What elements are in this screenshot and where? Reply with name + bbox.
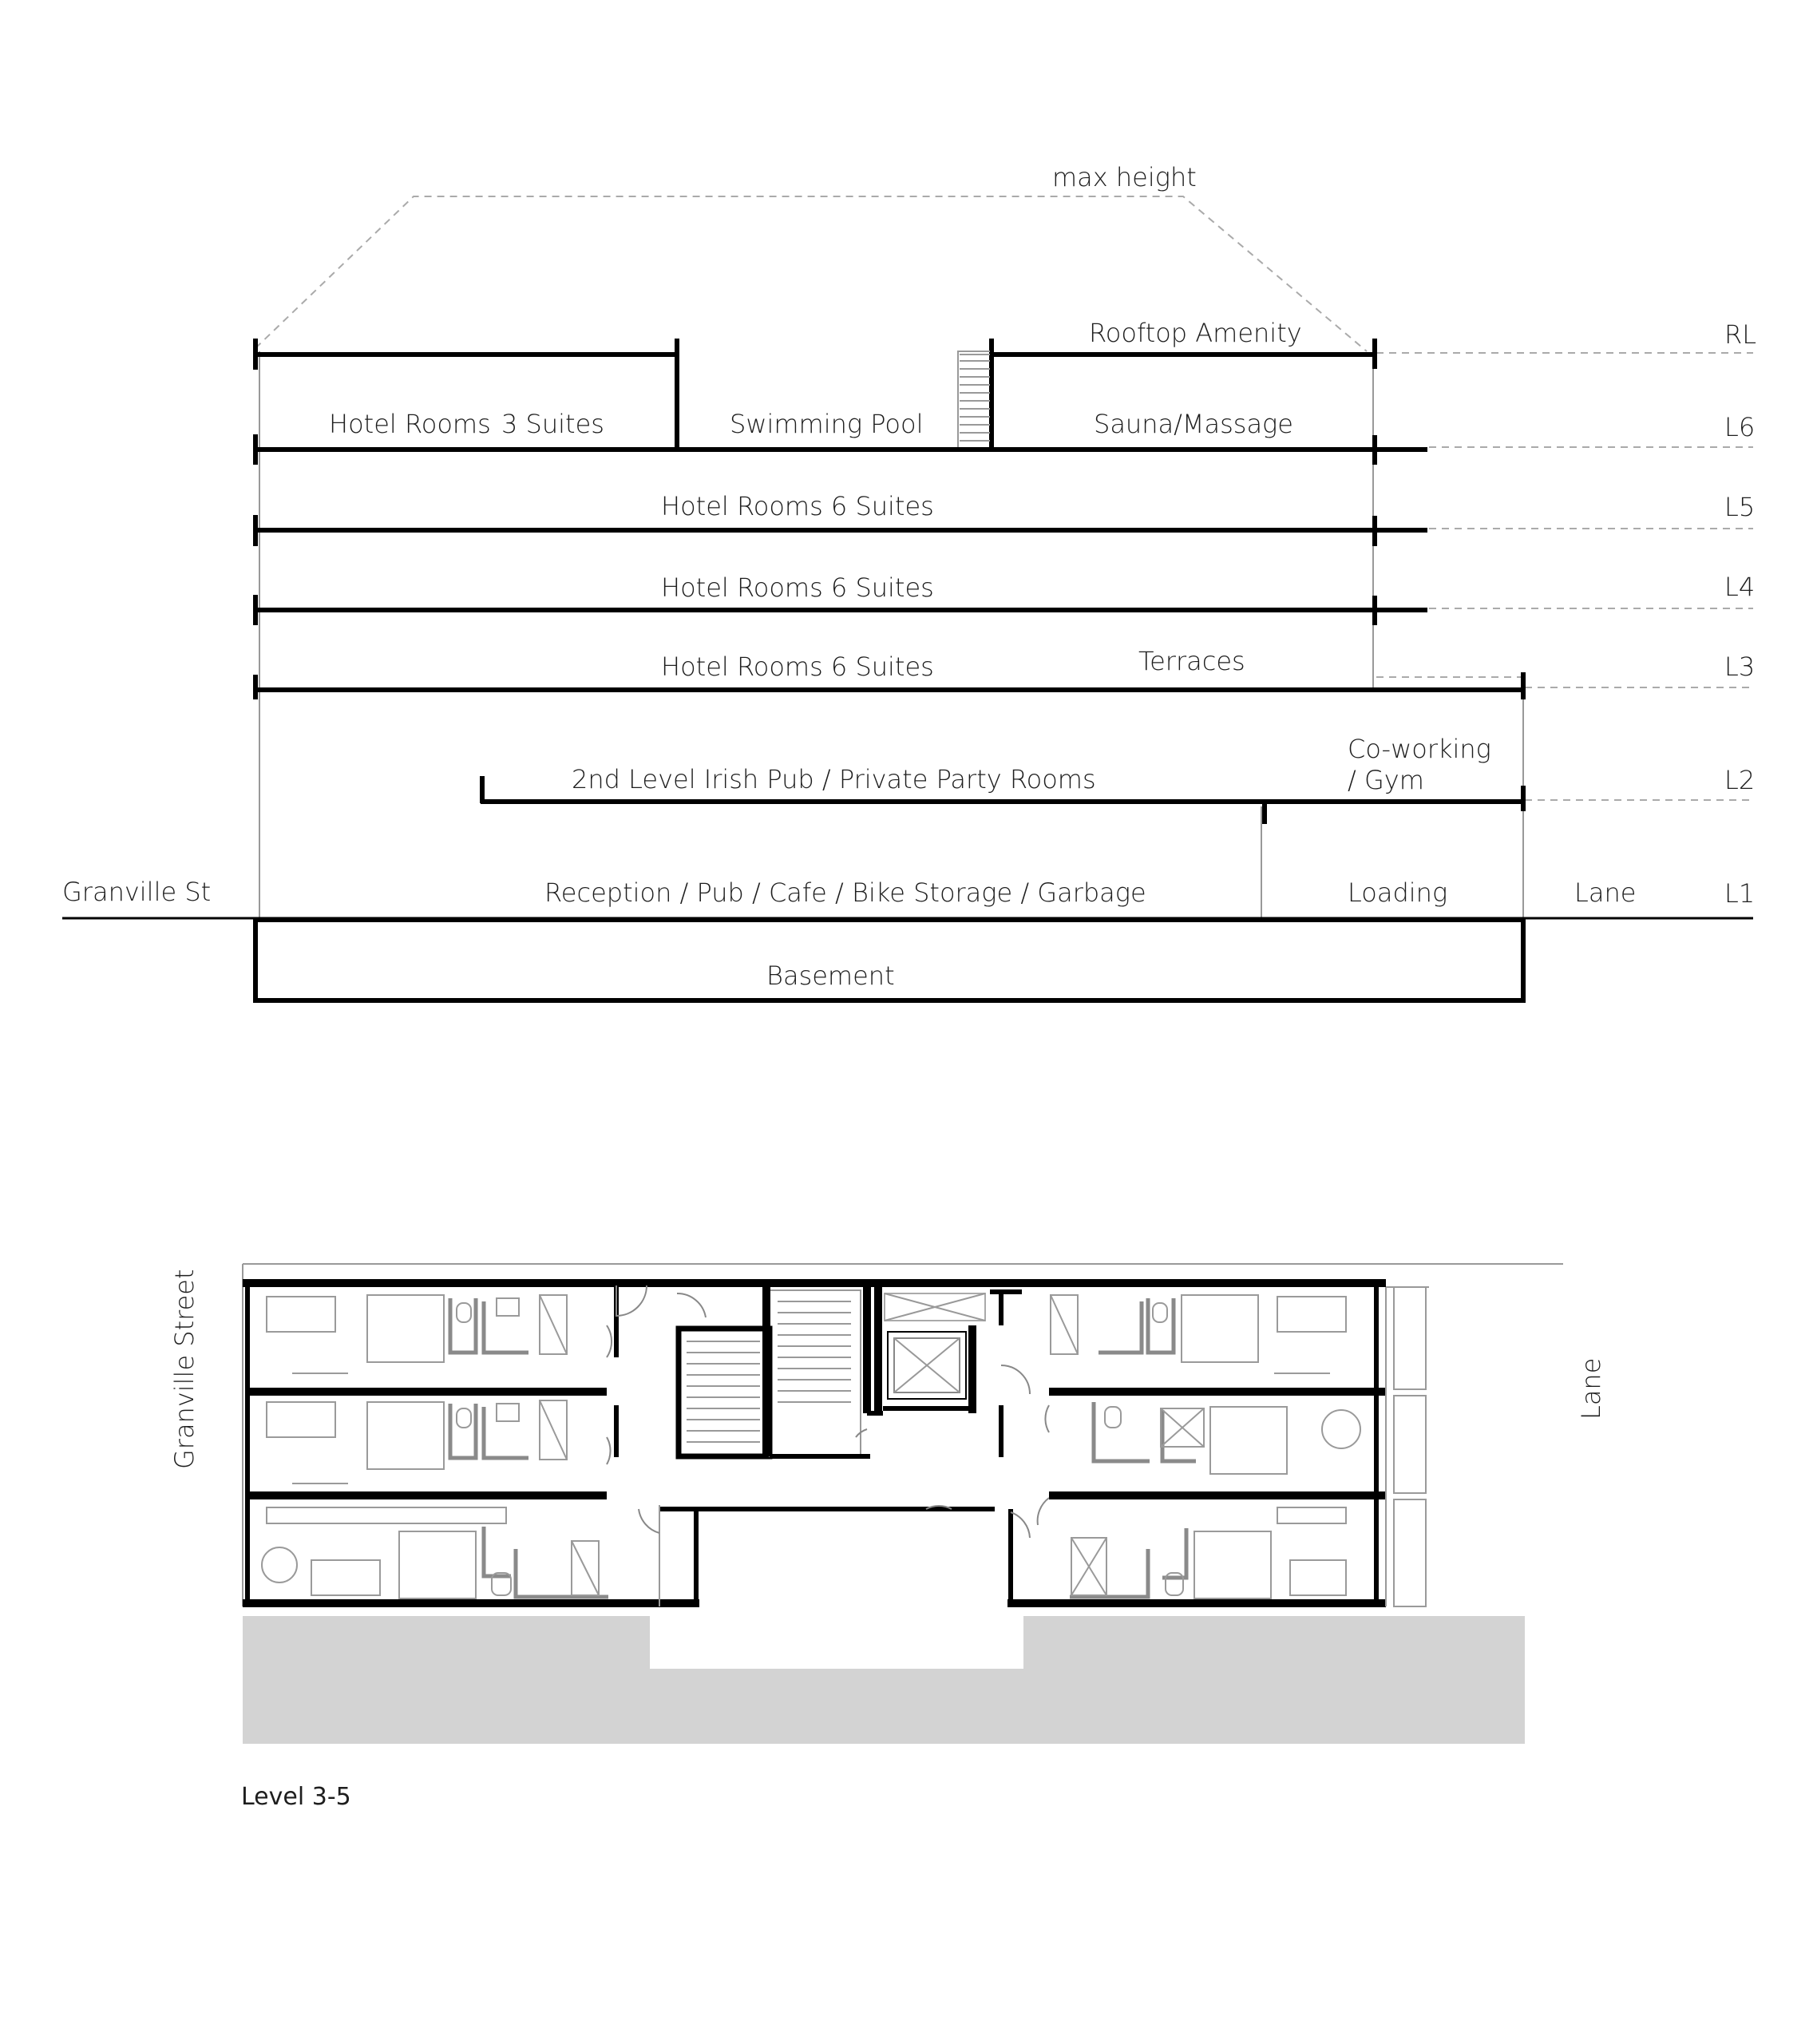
level-markers (1724, 319, 1756, 909)
right-unit-3 (1070, 1507, 1346, 1598)
pub-label: 2nd Level Irish Pub / Private Party Rooms (572, 764, 1096, 794)
level-marker-rl: RL (1724, 319, 1757, 350)
suites-l6-label: 3 Suites (501, 409, 604, 439)
left-unit-3 (262, 1507, 608, 1598)
sauna-label: Sauna/Massage (1094, 409, 1293, 439)
gym-label: / Gym (1348, 765, 1424, 795)
floor-plan (169, 1264, 1606, 1811)
granville-street-label: Granville Street (169, 1269, 200, 1469)
terraces-label: Terraces (1138, 646, 1245, 676)
l3-label: Hotel Rooms 6 Suites (661, 652, 934, 682)
neighbor-building (243, 1616, 1525, 1744)
swimming-pool-label: Swimming Pool (730, 409, 924, 439)
left-unit-1 (267, 1295, 567, 1373)
level-marker-l4: L4 (1724, 572, 1756, 602)
hotel-rooms-l6-label: Hotel Rooms (329, 409, 491, 439)
left-unit-2 (267, 1400, 567, 1483)
level-marker-l1: L1 (1724, 878, 1756, 909)
ground-floor-label: Reception / Pub / Cafe / Bike Storage / Garbage (544, 877, 1146, 908)
east-terraces (1376, 1281, 1429, 1606)
l4-label: Hotel Rooms 6 Suites (661, 572, 934, 603)
right-unit-1 (990, 1292, 1346, 1373)
right-unit-2 (1094, 1402, 1360, 1474)
l5-label: Hotel Rooms 6 Suites (661, 491, 934, 521)
granville-st-label: Granville St (62, 877, 212, 907)
plan-exterior-walls (243, 1279, 1386, 1606)
rooftop-amenity-label: Rooftop Amenity (1089, 318, 1302, 348)
level-marker-l5: L5 (1724, 492, 1756, 522)
max-height-label: max height (1052, 162, 1197, 192)
basement-label: Basement (766, 961, 895, 991)
level-marker-l6: L6 (1724, 412, 1756, 442)
loading-label: Loading (1348, 877, 1448, 908)
level-datum-lines (1325, 353, 1756, 800)
building-section (62, 162, 1756, 1003)
level-caption: Level 3-5 (241, 1783, 351, 1811)
level-marker-l2: L2 (1724, 765, 1756, 795)
stair-core (679, 1285, 883, 1456)
elevator (883, 1293, 985, 1413)
coworking-label: Co-working (1348, 734, 1491, 764)
section-labels (62, 318, 1636, 991)
rooftop-stair (958, 351, 990, 447)
section-lane-label: Lane (1574, 877, 1637, 908)
level-marker-l3: L3 (1724, 652, 1756, 682)
plan-lane-label: Lane (1576, 1357, 1606, 1420)
